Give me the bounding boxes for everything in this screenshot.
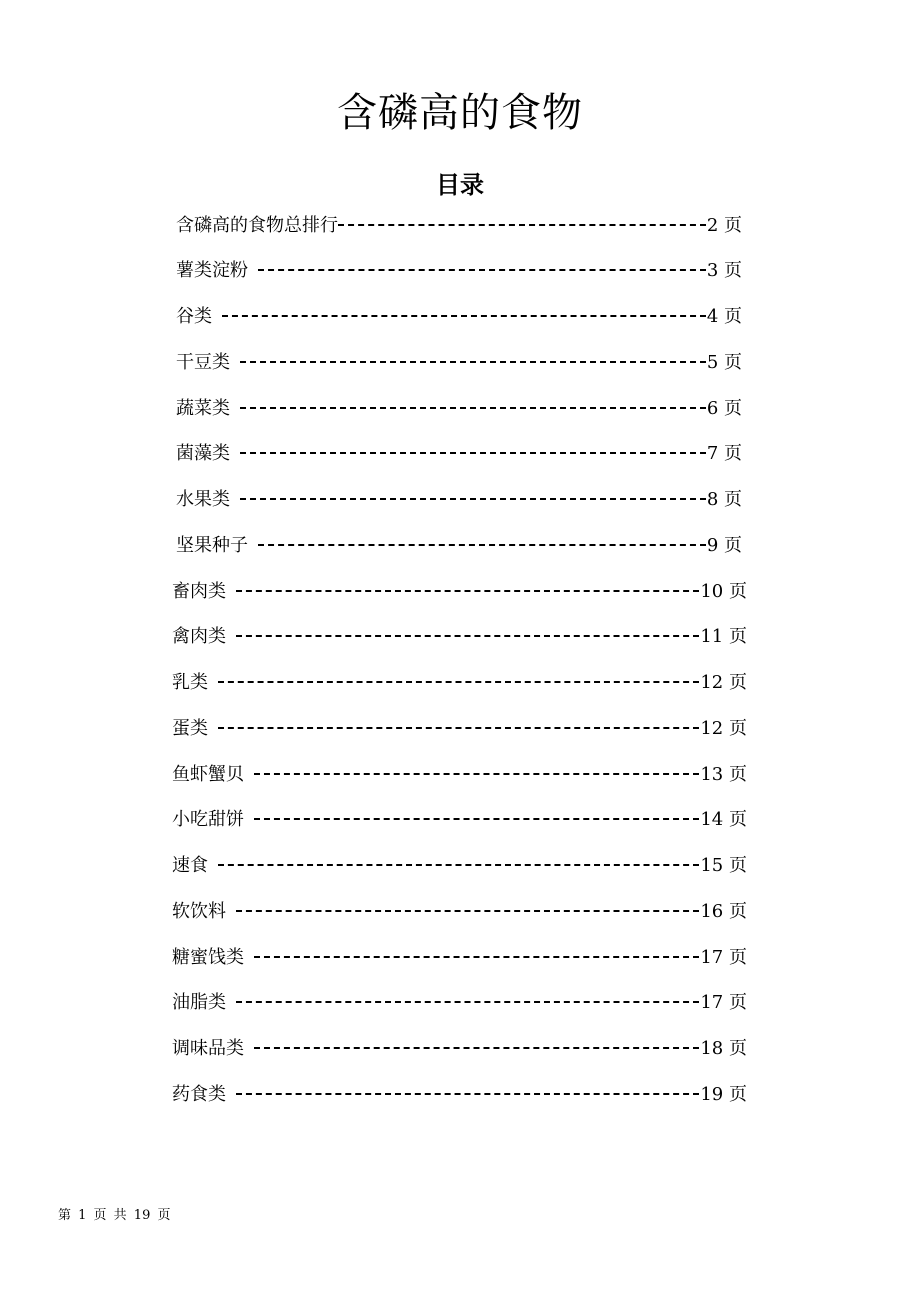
toc-leader-dots [240, 361, 706, 363]
toc-entry-page: 10 页 [700, 581, 747, 602]
toc-entry-label: 菌藻类 [176, 443, 230, 464]
toc-entry-page: 18 页 [700, 1038, 747, 1059]
toc-entry-label: 畜肉类 [172, 581, 226, 602]
document-title: 含磷高的食物 [337, 89, 583, 136]
toc-leader-dots [236, 910, 699, 912]
toc-leader-dots [254, 956, 699, 958]
toc-entry-label: 油脂类 [172, 992, 226, 1013]
toc-entry-page: 8 页 [706, 489, 742, 510]
toc-entry-overall-ranking[interactable] [176, 209, 742, 239]
toc-heading: 目录 [436, 170, 484, 199]
toc-entry-poultry[interactable] [172, 620, 747, 650]
toc-entry-page: 16 页 [700, 901, 747, 922]
toc-entry-label: 含磷高的食物总排行 [176, 215, 338, 236]
toc-leader-dots [240, 452, 706, 454]
toc-leader-dots [222, 315, 706, 317]
toc-entry-page: 12 页 [700, 672, 747, 693]
toc-entry-snacks[interactable] [172, 803, 747, 833]
toc-entry-page: 12 页 [700, 718, 747, 739]
toc-entry-page: 17 页 [700, 947, 747, 968]
toc-entry-label: 蔬菜类 [176, 398, 230, 419]
toc-entry-label: 水果类 [176, 489, 230, 510]
toc-entry-label: 干豆类 [176, 352, 230, 373]
toc-entry-label: 药食类 [172, 1084, 226, 1105]
toc-entry-page: 3 页 [706, 260, 742, 281]
toc-leader-dots [338, 224, 706, 226]
toc-entry-eggs[interactable] [172, 712, 747, 742]
toc-leader-dots [236, 1093, 699, 1095]
toc-leader-dots [218, 864, 699, 866]
toc-entry-vegetables[interactable] [176, 392, 742, 422]
toc-entry-label: 坚果种子 [176, 535, 248, 556]
toc-leader-dots [218, 681, 699, 683]
toc-entry-fast-food[interactable] [172, 849, 747, 879]
toc-entry-label: 薯类淀粉 [176, 260, 248, 281]
toc-entry-fruits[interactable] [176, 483, 742, 513]
toc-entry-page: 4 页 [706, 306, 742, 327]
toc-entry-label: 速食 [172, 855, 208, 876]
toc-entry-page: 2 页 [706, 215, 742, 236]
toc-entry-dairy[interactable] [172, 666, 747, 696]
toc-entry-page: 7 页 [706, 443, 742, 464]
toc-leader-dots [258, 269, 706, 271]
toc-leader-dots [236, 590, 699, 592]
toc-entry-fungi-algae[interactable] [176, 437, 742, 467]
toc-leader-dots [218, 727, 699, 729]
toc-leader-dots [236, 1001, 699, 1003]
toc-leader-dots [258, 544, 706, 546]
toc-entry-label: 小吃甜饼 [172, 809, 244, 830]
toc-entry-label: 软饮料 [172, 901, 226, 922]
toc-entry-soft-drinks[interactable] [172, 895, 747, 925]
toc-entry-livestock-meat[interactable] [172, 575, 747, 605]
toc-entry-label: 调味品类 [172, 1038, 244, 1059]
page-footer: 第 1 页 共 19 页 [58, 1208, 171, 1223]
toc-entry-page: 15 页 [700, 855, 747, 876]
toc-entry-grains[interactable] [176, 300, 742, 330]
toc-leader-dots [254, 818, 699, 820]
toc-entry-oils-fats[interactable] [172, 986, 747, 1016]
toc-entry-page: 17 页 [700, 992, 747, 1013]
toc-leader-dots [254, 773, 699, 775]
toc-leader-dots [236, 635, 699, 637]
toc-entry-page: 19 页 [700, 1084, 747, 1105]
toc-entry-seafood[interactable] [172, 758, 747, 788]
toc-entry-page: 9 页 [706, 535, 742, 556]
toc-entry-sugar-preserves[interactable] [172, 941, 747, 971]
toc-entry-nuts-seeds[interactable] [176, 529, 742, 559]
toc-leader-dots [254, 1047, 699, 1049]
toc-entry-page: 5 页 [706, 352, 742, 373]
toc-entry-label: 糖蜜饯类 [172, 947, 244, 968]
toc-leader-dots [240, 407, 706, 409]
toc-leader-dots [240, 498, 706, 500]
toc-entry-page: 11 页 [700, 626, 747, 647]
toc-entry-label: 谷类 [176, 306, 212, 327]
toc-entry-label: 禽肉类 [172, 626, 226, 647]
toc-entry-label: 乳类 [172, 672, 208, 693]
toc-entry-label: 鱼虾蟹贝 [172, 764, 244, 785]
toc-entry-label: 蛋类 [172, 718, 208, 739]
toc-entry-page: 13 页 [700, 764, 747, 785]
toc-entry-dried-beans[interactable] [176, 346, 742, 376]
toc-entry-condiments[interactable] [172, 1032, 747, 1062]
toc-entry-page: 14 页 [700, 809, 747, 830]
toc-entry-tubers-starch[interactable] [176, 254, 742, 284]
toc-entry-page: 6 页 [706, 398, 742, 419]
toc-entry-medicinal-food[interactable] [172, 1078, 747, 1108]
